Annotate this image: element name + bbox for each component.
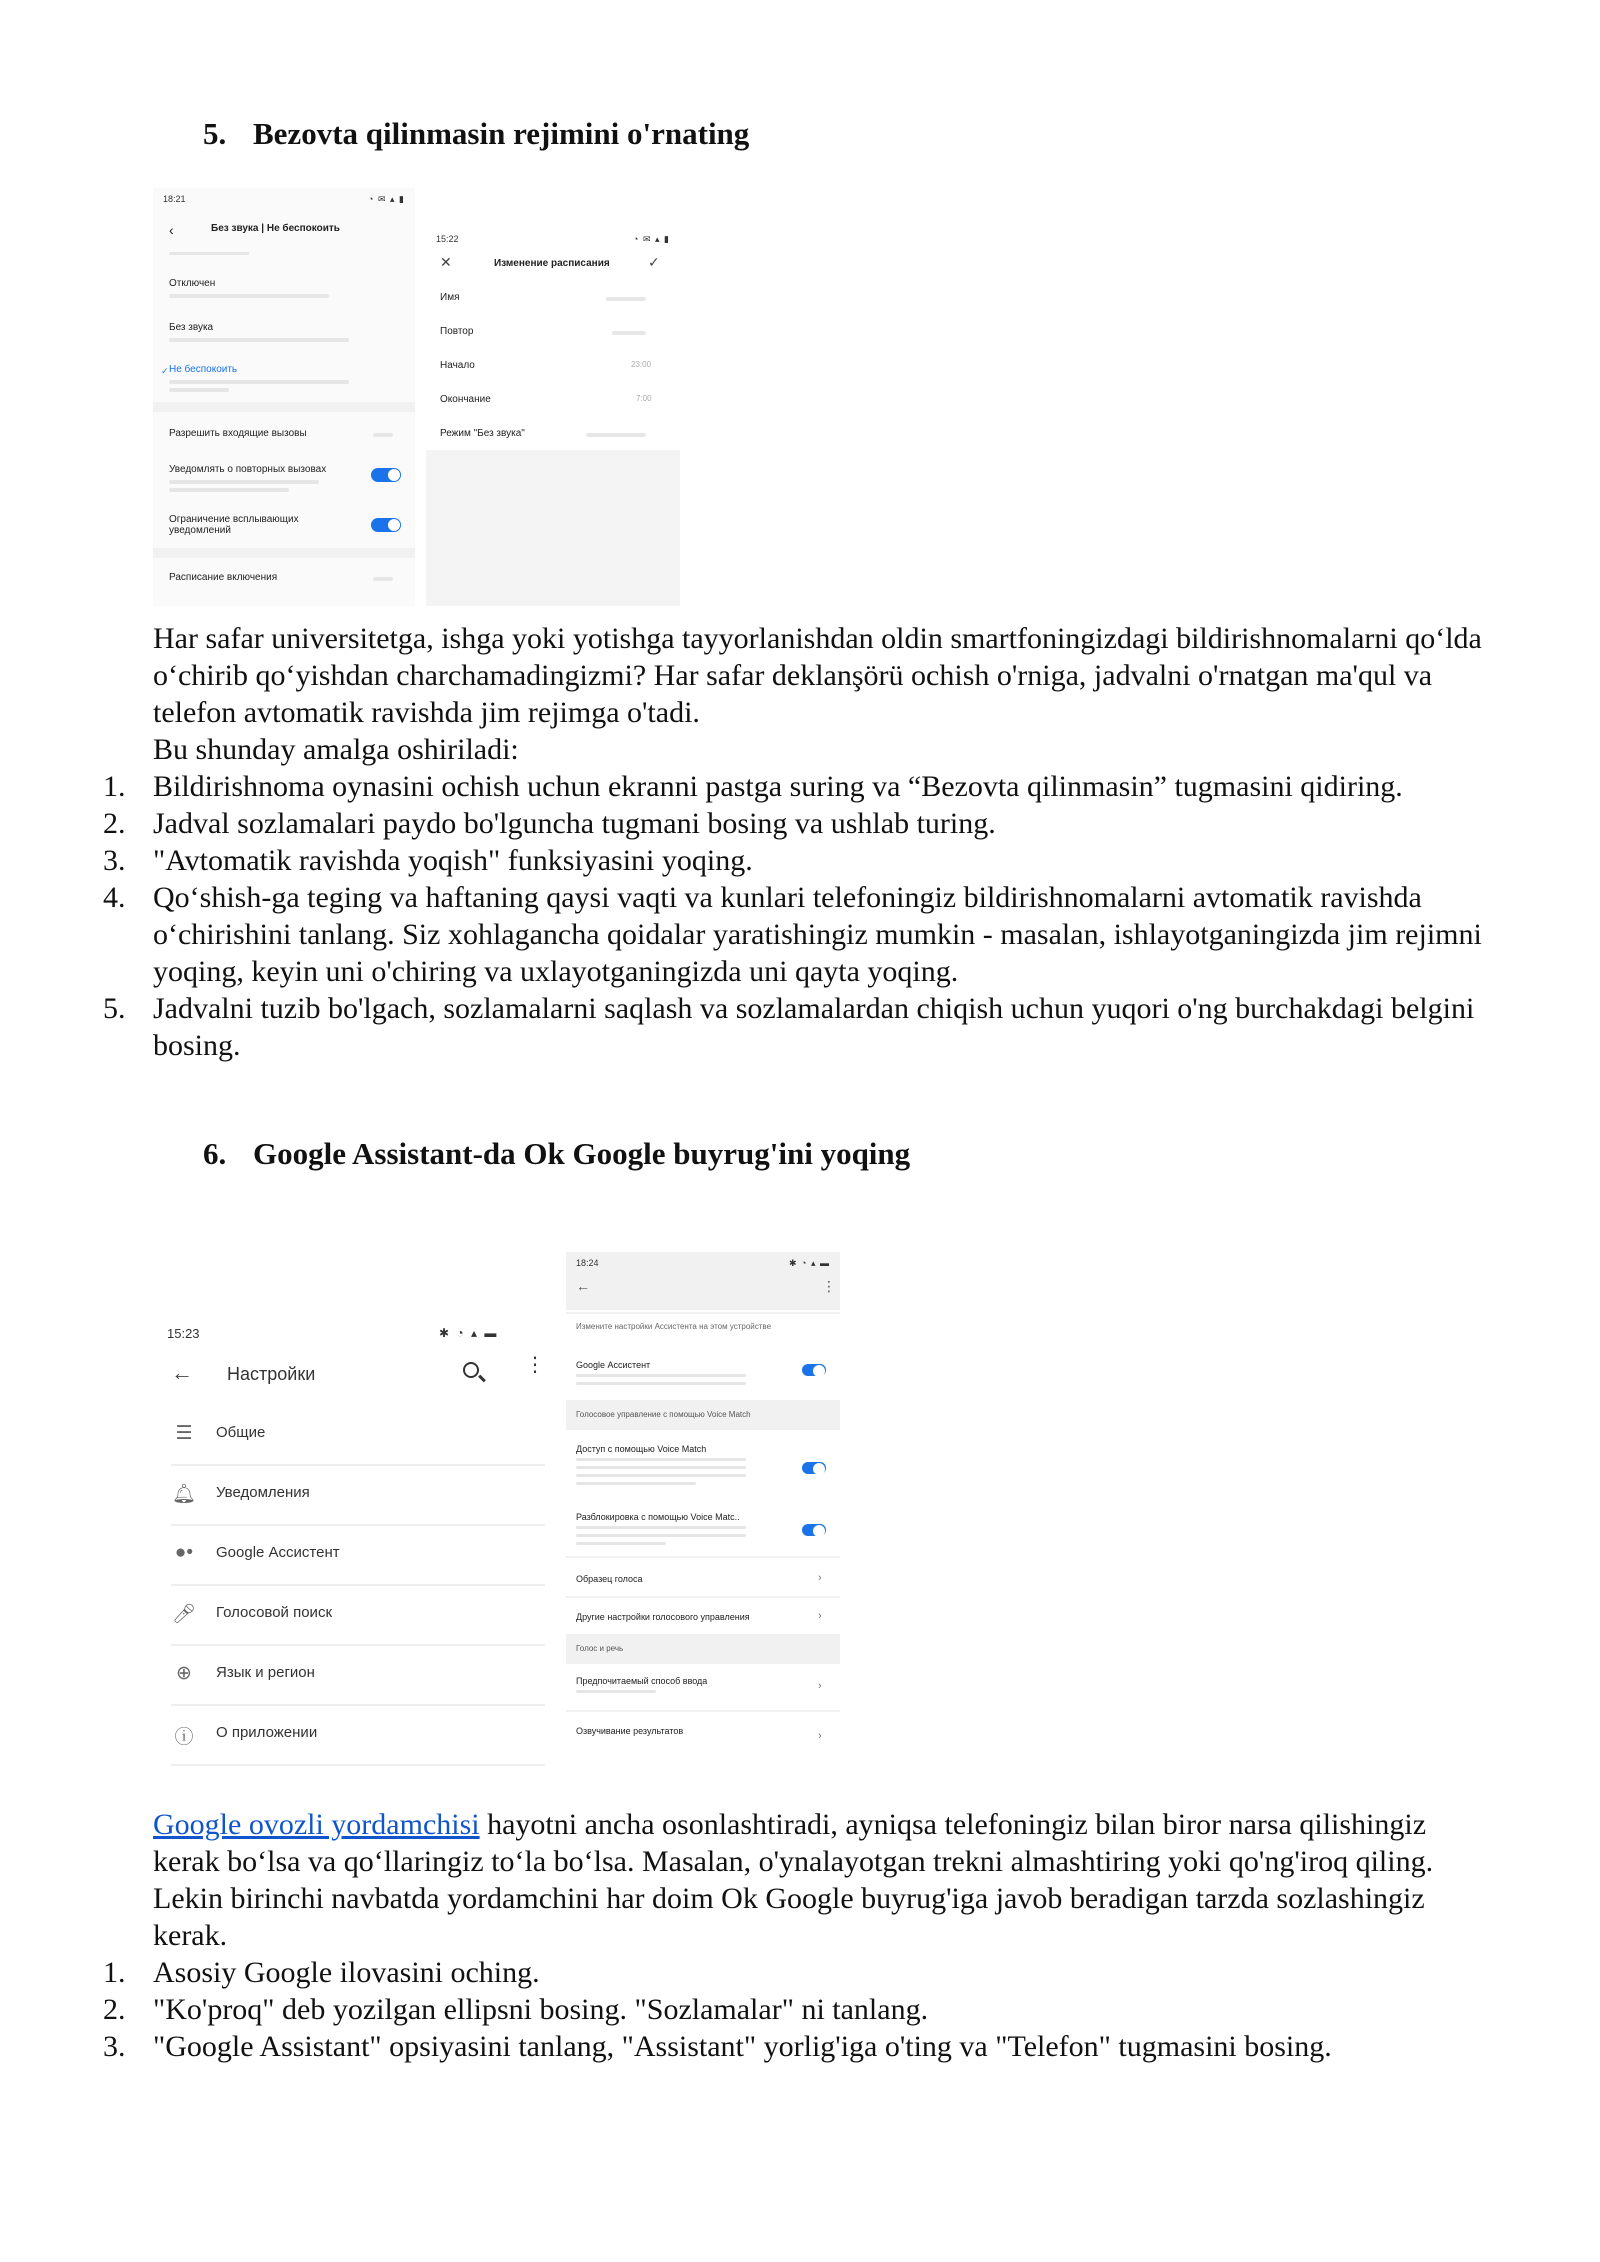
back-arrow-icon: ← <box>171 1360 193 1385</box>
assistant-settings-screenshot <box>566 1252 840 1792</box>
check-icon: ✓ <box>648 254 660 270</box>
start-row: Начало <box>440 360 475 371</box>
voice-group-header: Голосовое управление с помощью Voice Match <box>576 1410 751 1419</box>
voice-access-row: Доступ с помощью Voice Match <box>576 1444 707 1454</box>
chevron-right-icon: › <box>818 1680 822 1692</box>
section-5-heading <box>203 116 749 152</box>
chevron-right-icon: › <box>818 1572 822 1584</box>
screen-title: Без звука | Не беспокоить <box>211 223 340 234</box>
more-vert-icon: ⋮ <box>525 1354 545 1376</box>
status-icons: ✱ ◔ ▴ ▬ <box>439 1326 499 1340</box>
status-bar <box>566 1252 840 1274</box>
section-5-steps <box>103 768 1503 1064</box>
assistant-toggle <box>802 1364 826 1376</box>
list-item: 2. "Ko'proq" deb yozilgan ellipsni bosing. "Sozlamalar" ni tanlang. <box>103 1993 929 2026</box>
repeat-calls-row: Уведомлять о повторных вызовах <box>169 464 327 475</box>
list-item: 1. Asosiy Google ilovasini oching. <box>103 1956 540 1989</box>
limit-popups-toggle <box>371 518 401 532</box>
repeat-calls-toggle <box>371 468 401 482</box>
status-icons: ◔ ✉ ▴ ▮ <box>368 194 405 204</box>
settings-header: Измените настройки Ассистента на этом устройстве <box>576 1322 772 1331</box>
mode-row: Режим "Без звука" <box>440 428 525 439</box>
list-item: 2. Jadval sozlamalari paydo bo'lguncha tugmani bosing va ushlab turing. <box>103 807 996 840</box>
status-icons: ✱ ◔ ▴ ▬ <box>789 1258 830 1268</box>
chevron-right-icon: › <box>818 1610 822 1622</box>
name-row: Имя <box>440 292 460 303</box>
section-number: 6. <box>203 1136 227 1171</box>
section-5-lead: Bu shunday amalga oshiriladi: <box>153 733 519 766</box>
end-value: 7:00 <box>636 394 652 403</box>
section-title: Google Assistant-da Ok Google buyrug'ini yoqing <box>253 1136 911 1171</box>
section-6-intro: Google ovozli yordamchisi hayotni ancha osonlashtiradi, ayniqsa telefoningiz bilan biror narsa qilishingiz kerak bo‘lsa va qo‘llaringiz to‘la bo‘lsa. Masalan, o'ynalayotgan trekni almashtiring yoki qo'ng'iroq qiling. Lekin birinchi navbatda yordamchini har doim Ok Google buyrug'iga javob beradigan tarzda sozlashingiz kerak. <box>153 1808 1434 1952</box>
status-bar <box>426 228 680 250</box>
voice-speech-header: Голос и речь <box>576 1644 624 1653</box>
option-silent: Без звука <box>169 322 214 333</box>
screen-title: Изменение расписания <box>494 258 610 269</box>
input-method-row: Предпочитаемый способ ввода <box>576 1676 708 1686</box>
status-time: 18:21 <box>163 194 186 204</box>
google-assistant-link[interactable]: Google ovozli yordamchisi <box>153 1808 480 1841</box>
status-icons: ◔ ✉ ▴ ▮ <box>633 234 670 244</box>
voice-unlock-row: Разблокировка с помощью Voice Matc.. <box>576 1512 740 1522</box>
other-voice-settings-row: Другие настройки голосового управления <box>576 1612 750 1622</box>
settings-item-about: ⓘ О приложении <box>171 1704 545 1766</box>
google-settings-screenshot <box>153 1318 555 1792</box>
voice-sample-row: Образец голоса <box>576 1574 643 1584</box>
search-icon <box>463 1362 479 1378</box>
voice-access-toggle <box>802 1462 826 1474</box>
repeat-row: Повтор <box>440 326 474 337</box>
status-time: 18:24 <box>576 1258 599 1268</box>
start-value: 23:00 <box>631 360 652 369</box>
settings-item-voice-search: 🎤︎ Голосовой поиск <box>171 1584 545 1646</box>
sliders-icon: ☰ <box>175 1423 193 1444</box>
option-dnd: Не беспокоить <box>169 364 238 375</box>
section-5-intro: Har safar universitetga, ishga yoki yotishga tayyorlanishdan oldin smartfoningizdagi bildirishnomalarni qo‘lda o‘chirib qo‘yishdan charchamadingizmi? Har safar deklanşörü ochish o'rniga, jadvalni o'rnatgan ma'qul va telefon avtomatik ravishda jim rejimga o'tadi. <box>153 622 1482 729</box>
info-icon: ⓘ <box>174 1727 194 1748</box>
allow-calls-row: Разрешить входящие вызовы <box>169 428 307 439</box>
section-number: 5. <box>203 116 227 151</box>
section-6-steps <box>103 1954 1503 2065</box>
chevron-right-icon: › <box>818 1730 822 1742</box>
schedule-row: Расписание включения <box>169 572 278 583</box>
status-bar <box>153 188 415 210</box>
option-off: Отключен <box>169 278 216 289</box>
end-row: Окончание <box>440 394 491 405</box>
screen-title: Настройки <box>227 1364 316 1384</box>
voice-unlock-toggle <box>802 1524 826 1536</box>
settings-item-general: ☰ Общие <box>171 1404 545 1466</box>
limit-popups-row: Ограничение всплывающих уведомлений <box>169 514 299 536</box>
settings-item-notifications: 🔔︎ Уведомления <box>171 1464 545 1526</box>
microphone-icon: 🎤︎ <box>171 1604 197 1625</box>
globe-icon: ⊕ <box>176 1663 192 1684</box>
bell-icon: 🔔︎ <box>171 1484 197 1505</box>
check-icon: ✓ <box>161 366 169 376</box>
settings-item-assistant: ●• Google Ассистент <box>171 1524 545 1586</box>
status-time: 15:22 <box>436 234 459 244</box>
list-item: 3. "Avtomatik ravishda yoqish" funksiyasini yoqing. <box>103 844 753 877</box>
back-arrow-icon: ← <box>576 1278 590 1294</box>
more-vert-icon: ⋮ <box>822 1278 836 1294</box>
status-time: 15:23 <box>167 1326 200 1341</box>
schedule-editor-screenshot <box>426 228 680 606</box>
list-item: 5. Jadvalni tuzib bo'lgach, sozlamalarni saqlash va sozlamalardan chiqish uchun yuqori o'ng burchakdagi belgini bosing. <box>103 992 1475 1062</box>
section-6-heading <box>203 1136 910 1172</box>
settings-item-language: ⊕ Язык и регион <box>171 1644 545 1706</box>
list-item: 3. "Google Assistant" opsiyasini tanlang, "Assistant" yorlig'iga o'ting va "Telefon" tugmasini bosing. <box>103 2030 1332 2063</box>
assistant-row: Google Ассистент <box>576 1360 651 1370</box>
close-icon: ✕ <box>440 254 452 270</box>
list-item: 4. Qo‘shish-ga teging va haftaning qaysi vaqti va kunlari telefoningiz bildirishnomalarni avtomatik ravishda o‘chirishini tanlang. Siz xohlagancha qoidalar yaratishingiz mumkin - masalan, ishlayotganingizda jim rejimni yoqing, keyin uni o'chiring va uxlayotganingizda uni qayta yoqing. <box>103 881 1482 988</box>
assistant-icon: ●• <box>174 1542 194 1563</box>
read-results-row: Озвучивание результатов <box>576 1726 684 1736</box>
dnd-settings-screenshot <box>153 188 415 606</box>
list-item: 1. Bildirishnoma oynasini ochish uchun ekranni pastga suring va “Bezovta qilinmasin” tugmasini qidiring. <box>103 770 1403 803</box>
back-arrow-icon: ‹ <box>169 222 174 238</box>
section-title: Bezovta qilinmasin rejimini o'rnating <box>253 116 750 151</box>
